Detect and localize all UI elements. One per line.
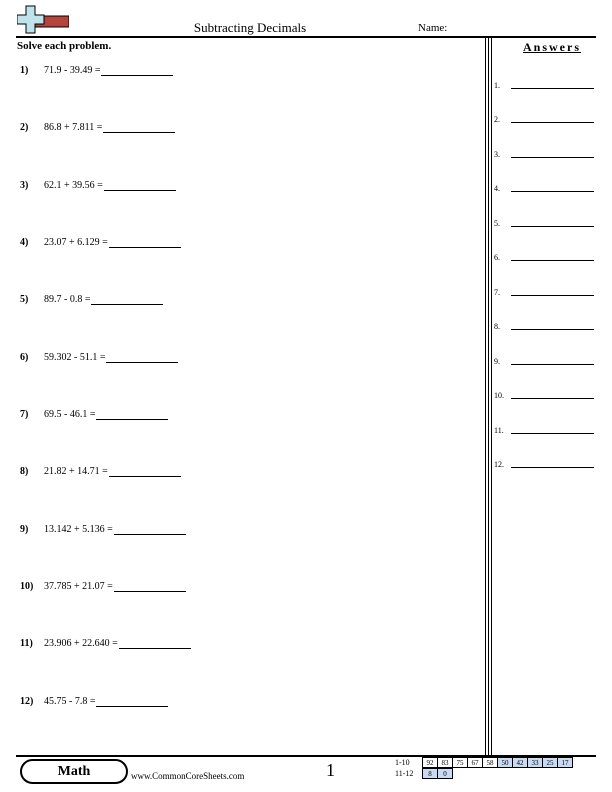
score-cell: 42 (512, 757, 528, 768)
answer-row (494, 110, 594, 126)
problem-number: 4) (20, 237, 29, 248)
score-row (395, 757, 573, 768)
problem-blank[interactable] (114, 581, 186, 592)
problem-item (20, 581, 186, 597)
score-cell: 50 (497, 757, 513, 768)
name-label: Name: (418, 22, 448, 34)
answer-row (494, 145, 594, 161)
answers-title: Answers (523, 40, 581, 54)
score-cell: 75 (452, 757, 468, 768)
problem-item (20, 352, 178, 368)
problem-expression: 23.07 + 6.129 = (44, 237, 108, 248)
answer-number: 1. (494, 81, 500, 90)
score-cell: 25 (542, 757, 558, 768)
page-number: 1 (326, 760, 335, 780)
problem-number: 12) (20, 696, 34, 707)
problem-expression: 59.302 - 51.1 = (44, 352, 106, 363)
answer-blank[interactable] (511, 398, 594, 399)
problem-item (20, 122, 175, 138)
answer-row (494, 386, 594, 402)
answer-number: 9. (494, 357, 500, 366)
problem-blank[interactable] (106, 352, 178, 363)
score-row-label: 11-12 (395, 769, 414, 778)
problem-expression: 71.9 - 39.49 = (44, 65, 101, 76)
answer-number: 12. (494, 460, 504, 469)
answer-number: 4. (494, 184, 500, 193)
answer-blank[interactable] (511, 191, 594, 192)
problem-expression: 37.785 + 21.07 = (44, 581, 113, 592)
problem-expression: 23.906 + 22.640 = (44, 638, 118, 649)
problem-expression: 45.75 - 7.8 = (44, 696, 96, 707)
problem-item (20, 65, 173, 81)
problem-item (20, 294, 163, 310)
score-cell: 58 (482, 757, 498, 768)
answer-blank[interactable] (511, 329, 594, 330)
answer-row (494, 421, 594, 437)
problem-blank[interactable] (103, 122, 175, 133)
page-title: Subtracting Decimals (193, 20, 307, 35)
answer-blank[interactable] (511, 122, 594, 123)
problem-expression: 13.142 + 5.136 = (44, 524, 113, 535)
answer-blank[interactable] (511, 157, 594, 158)
answer-blank[interactable] (511, 88, 594, 89)
answer-number: 8. (494, 322, 500, 331)
answer-blank[interactable] (511, 260, 594, 261)
problem-expression: 62.1 + 39.56 = (44, 180, 103, 191)
answer-blank[interactable] (511, 433, 594, 434)
instructions: Solve each problem. (17, 40, 112, 52)
column-divider (488, 37, 489, 755)
answer-row (494, 352, 594, 368)
answer-blank[interactable] (511, 467, 594, 468)
problem-blank[interactable] (114, 524, 186, 535)
problem-expression: 89.7 - 0.8 = (44, 294, 91, 305)
subject-badge: Math (20, 759, 128, 784)
problem-item (20, 466, 181, 482)
score-cell: 0 (437, 768, 453, 779)
score-cell: 83 (437, 757, 453, 768)
problem-item (20, 180, 176, 196)
answer-number: 11. (494, 426, 504, 435)
score-row (395, 768, 453, 779)
score-cell: 33 (527, 757, 543, 768)
problem-number: 8) (20, 466, 29, 477)
site-url: www.CommonCoreSheets.com (131, 771, 245, 781)
score-row-label: 1-10 (395, 758, 410, 767)
answer-number: 2. (494, 115, 500, 124)
answer-row (494, 455, 594, 471)
problem-item (20, 237, 181, 253)
problem-number: 7) (20, 409, 29, 420)
problem-blank[interactable] (91, 294, 163, 305)
problem-expression: 69.5 - 46.1 = (44, 409, 96, 420)
problem-number: 11) (20, 638, 33, 649)
answer-row (494, 76, 594, 92)
score-cell: 67 (467, 757, 483, 768)
problem-blank[interactable] (104, 180, 176, 191)
problem-item (20, 409, 168, 425)
score-cell: 92 (422, 757, 438, 768)
problem-number: 1) (20, 65, 29, 76)
problem-item (20, 638, 191, 654)
problem-number: 3) (20, 180, 29, 191)
answer-number: 10. (494, 391, 504, 400)
problem-number: 2) (20, 122, 29, 133)
problem-number: 6) (20, 352, 29, 363)
column-divider (485, 37, 486, 755)
answer-row (494, 317, 594, 333)
answer-blank[interactable] (511, 226, 594, 227)
answer-number: 6. (494, 253, 500, 262)
problem-blank[interactable] (96, 409, 168, 420)
problem-blank[interactable] (101, 65, 173, 76)
answer-number: 5. (494, 219, 500, 228)
answer-blank[interactable] (511, 295, 594, 296)
problem-number: 5) (20, 294, 29, 305)
answer-row (494, 283, 594, 299)
problem-blank[interactable] (109, 237, 181, 248)
problem-item (20, 696, 168, 712)
header-rule (16, 36, 596, 38)
answer-row (494, 179, 594, 195)
answer-blank[interactable] (511, 364, 594, 365)
answer-number: 7. (494, 288, 500, 297)
answer-row (494, 248, 594, 264)
answer-row (494, 214, 594, 230)
problem-expression: 21.82 + 14.71 = (44, 466, 108, 477)
problem-number: 9) (20, 524, 29, 535)
problem-number: 10) (20, 581, 34, 592)
problem-blank[interactable] (119, 638, 191, 649)
problem-expression: 86.8 + 7.811 = (44, 122, 103, 133)
problem-item (20, 524, 186, 540)
score-cell: 17 (557, 757, 573, 768)
problem-blank[interactable] (96, 696, 168, 707)
problem-blank[interactable] (109, 466, 181, 477)
plus-minus-logo-icon (17, 5, 69, 37)
answer-number: 3. (494, 150, 500, 159)
score-cell: 8 (422, 768, 438, 779)
column-divider (491, 37, 492, 755)
